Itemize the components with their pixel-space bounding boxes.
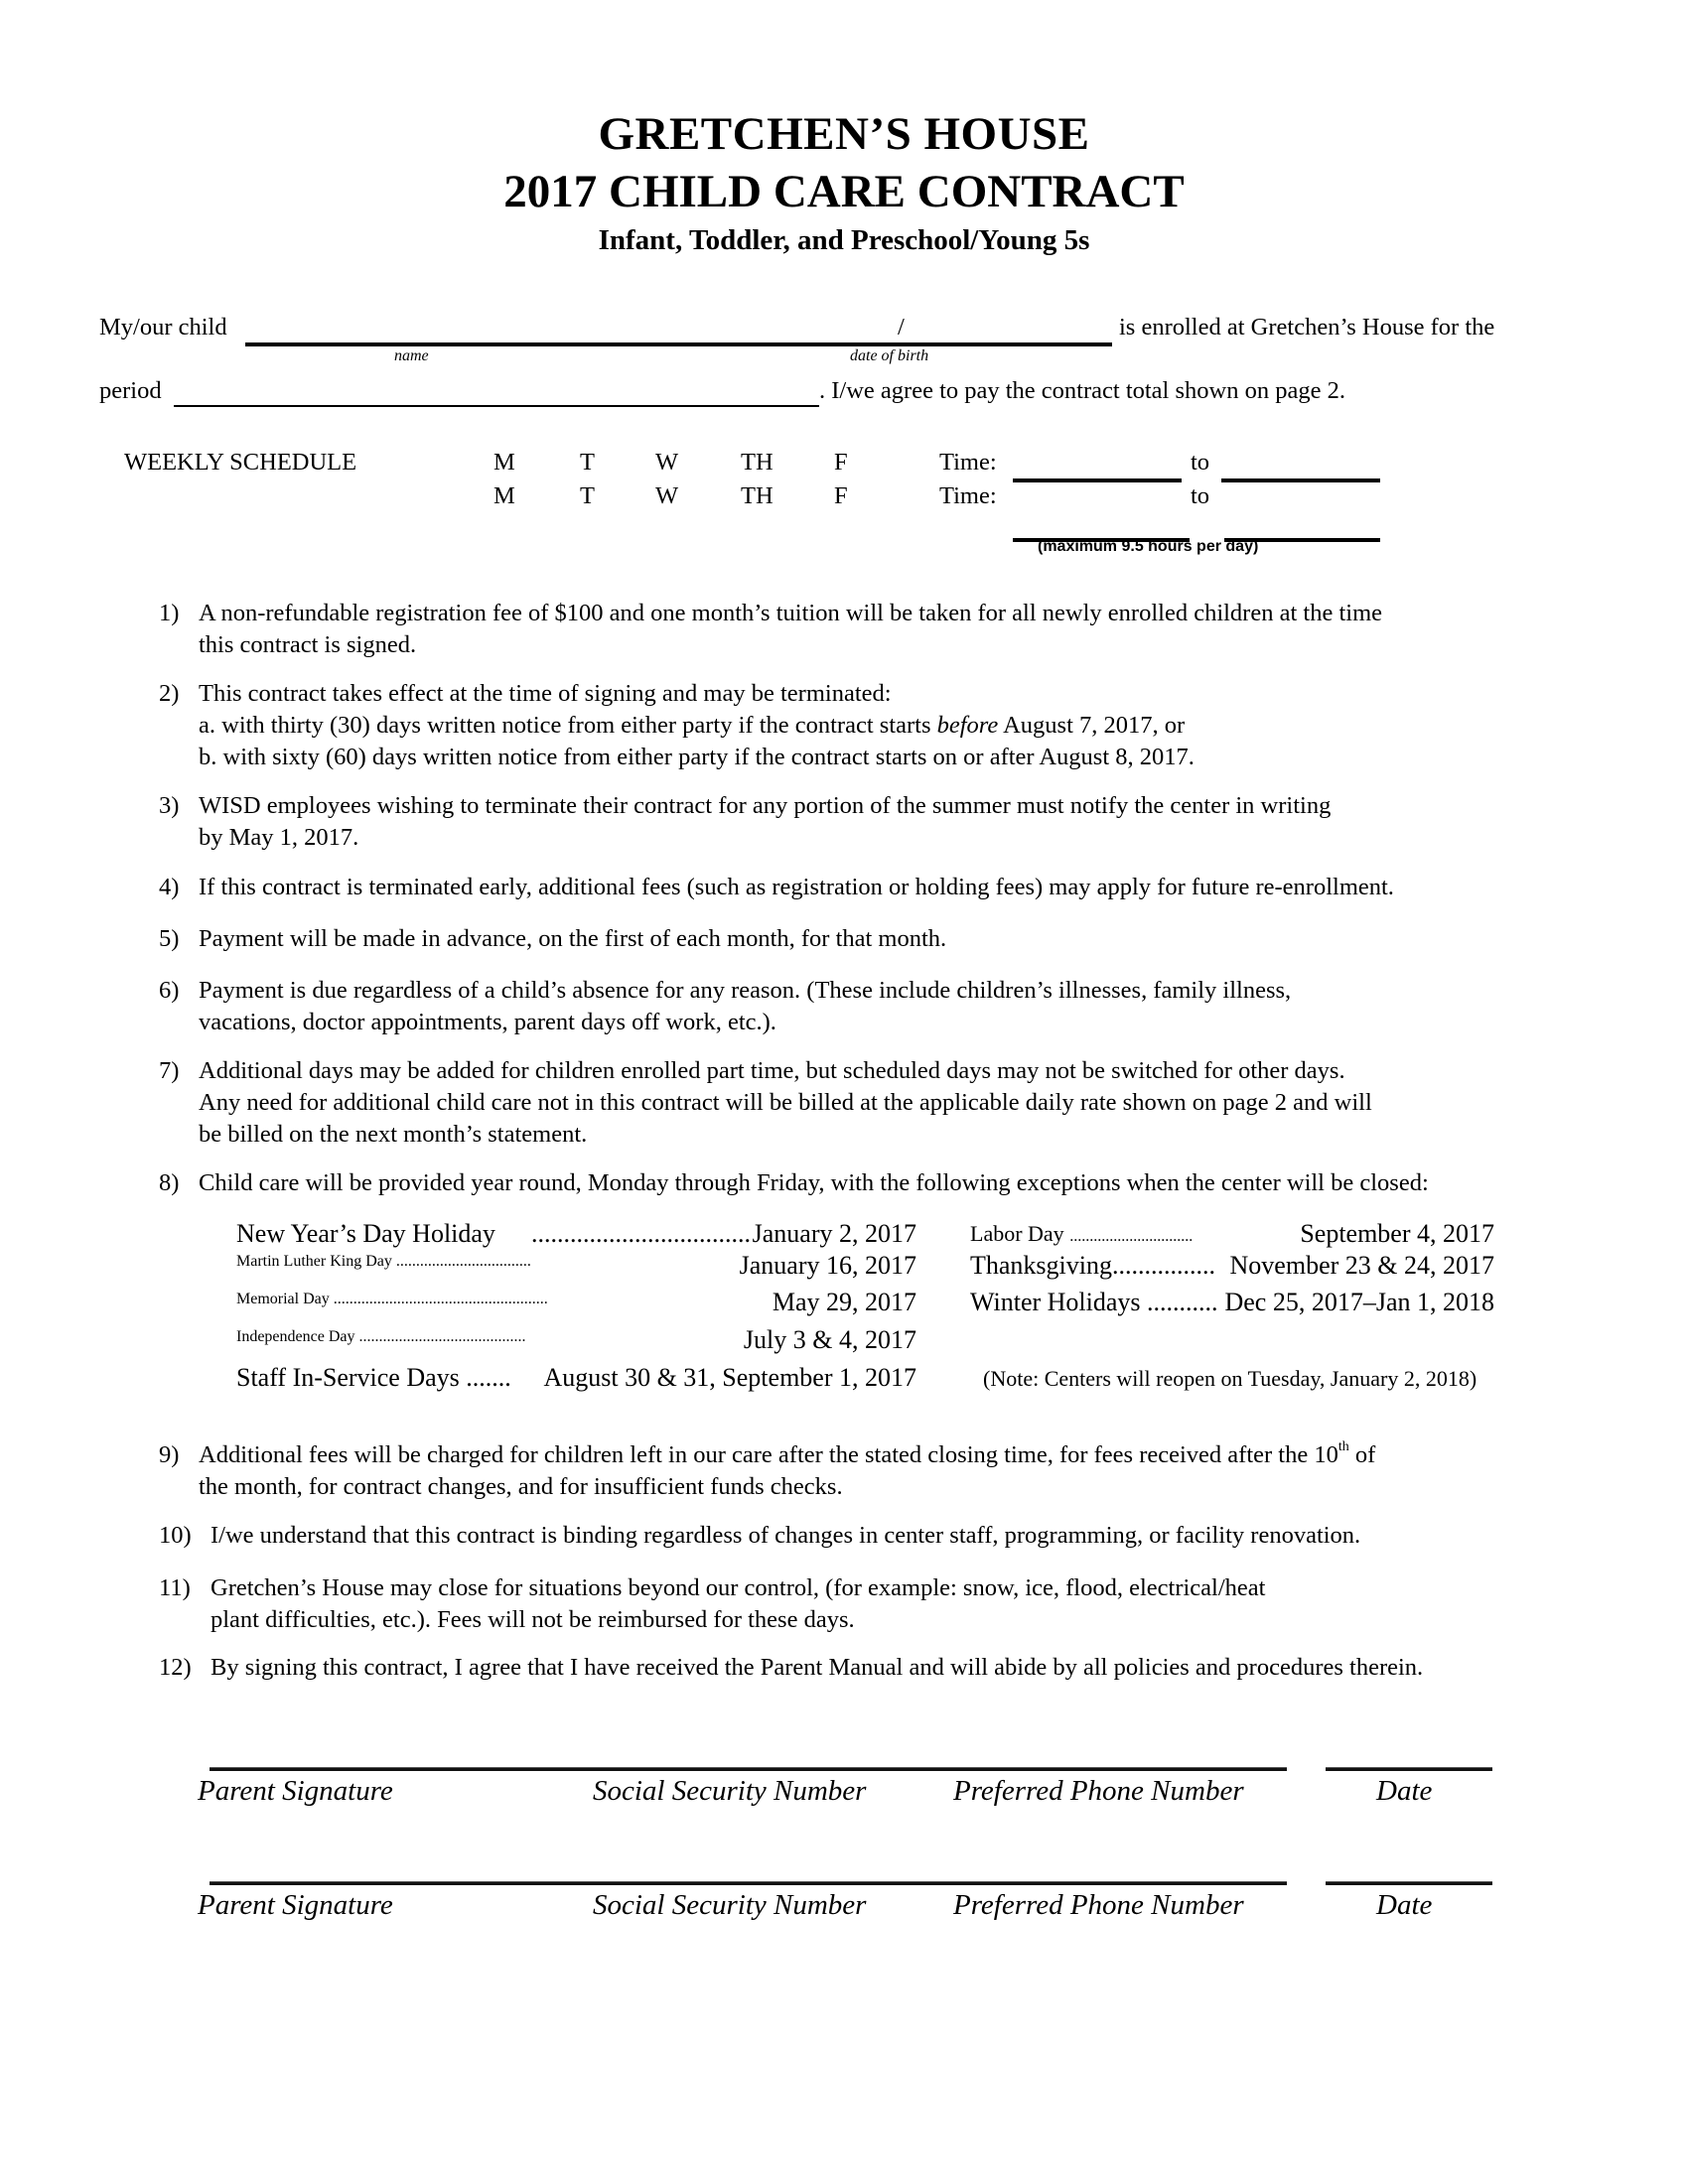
period-field[interactable] [174,405,819,407]
term-text: By signing this contract, I agree that I have received the Parent Manual and will abide by all policies and procedures therein. [211,1654,1424,1681]
to-label-1: to [1191,449,1210,476]
holiday-date: May 29, 2017 [772,1288,916,1316]
date-line-2[interactable] [1326,1881,1492,1885]
term-text: Payment is due regardless of a child’s absence for any reason. (These include children’s illnesses, family illness, [199,977,1292,1004]
day-tuesday-2[interactable]: T [580,482,595,509]
enrolled-text: is enrolled at Gretchen’s House for the [1119,314,1495,341]
holiday-name: Winter Holidays ........... [970,1288,1218,1316]
holiday-date: September 4, 2017 [1300,1219,1494,1248]
term-number: 7) [159,1057,180,1084]
term-number: 10) [159,1522,192,1549]
child-label: My/our child [99,314,227,341]
term-text: WISD employees wishing to terminate their contract for any portion of the summer must notify the center in writing [199,792,1332,819]
term-text: plant difficulties, etc.). Fees will not be reimbursed for these days. [211,1606,855,1633]
term-number: 1) [159,600,180,626]
time-start-field-1[interactable] [1013,478,1182,482]
term-text: If this contract is terminated early, additional fees (such as registration or holding fees) may apply for future re-enrollment. [199,874,1394,900]
phone-label: Preferred Phone Number [953,1775,1244,1807]
name-caption: name [394,347,429,364]
term-text: by May 1, 2017. [199,824,359,851]
term-subitem-b: b. with sixty (60) days written notice from either party if the contract starts on or after August 8, 2017. [199,744,1195,770]
holiday-date: November 23 & 24, 2017 [1229,1251,1494,1280]
term-text: This contract takes effect at the time of signing and may be terminated: [199,680,892,707]
day-friday-1[interactable]: F [834,449,848,476]
date-line-1[interactable] [1326,1767,1492,1771]
term-number: 5) [159,925,180,952]
signature-line-1[interactable] [210,1767,1287,1771]
date-label: Date [1376,1775,1433,1807]
term-text: A non-refundable registration fee of $100 and one month’s tuition will be taken for all newly enrolled children at the time [199,600,1382,626]
date-label: Date [1376,1889,1433,1921]
term-text: this contract is signed. [199,631,417,658]
document-title: GRETCHEN’S HOUSE [598,108,1090,160]
holiday-name: Thanksgiving................ [970,1251,1215,1280]
day-tuesday-1[interactable]: T [580,449,595,476]
holiday-name: Labor Day ............................... [970,1221,1194,1246]
term-text: Child care will be provided year round, Monday through Friday, with the following exceptions when the center will be closed: [199,1169,1429,1196]
day-monday-2[interactable]: M [493,482,515,509]
day-thursday-2[interactable]: TH [741,482,774,509]
time-label-2: Time: [939,482,997,509]
signature-line-2[interactable] [210,1881,1287,1885]
term-number: 3) [159,792,180,819]
day-friday-2[interactable]: F [834,482,848,509]
term-number: 9) [159,1441,180,1468]
dob-separator: / [898,314,905,341]
ssn-label: Social Security Number [593,1889,867,1921]
day-thursday-1[interactable]: TH [741,449,774,476]
child-name-dob-field[interactable] [245,342,1112,346]
contract-subtitle: Infant, Toddler, and Preschool/Young 5s [598,224,1090,256]
holiday-date: August 30 & 31, September 1, 2017 [543,1363,916,1392]
holiday-date: January 2, 2017 [752,1219,916,1248]
contract-title: 2017 CHILD CARE CONTRACT [503,166,1185,217]
term-text: I/we understand that this contract is binding regardless of changes in center staff, programming, or facility renovation. [211,1522,1361,1549]
to-label-2: to [1191,482,1210,509]
term-number: 12) [159,1654,192,1681]
reopen-note: (Note: Centers will reopen on Tuesday, January 2, 2018) [983,1366,1477,1391]
term-subitem-a [199,710,1195,742]
holiday-date: Dec 25, 2017–Jan 1, 2018 [1224,1288,1494,1316]
term-emphasis: before [936,712,999,739]
holiday-name: New Year’s Day Holiday [236,1219,495,1248]
holiday-dots: .................................. [531,1219,751,1248]
phone-label: Preferred Phone Number [953,1889,1244,1921]
parent-signature-label: Parent Signature [198,1889,393,1921]
holiday-name: Independence Day .......................................... [236,1328,526,1345]
weekly-schedule-label: WEEKLY SCHEDULE [124,449,357,476]
term-text: vacations, doctor appointments, parent days off work, etc.). [199,1009,776,1035]
term-number: 8) [159,1169,180,1196]
term-number: 2) [159,680,180,707]
holiday-name: Martin Luther King Day .................................. [236,1253,531,1270]
term-number: 4) [159,874,180,900]
term-text: a. with thirty (30) days written notice from either party if the contract starts [199,712,937,739]
day-wednesday-2[interactable]: W [655,482,679,509]
term-text: be billed on the next month’s statement. [199,1121,588,1148]
dob-caption: date of birth [850,347,929,364]
term-text: the month, for contract changes, and for insufficient funds checks. [199,1473,843,1500]
holiday-date: January 16, 2017 [739,1251,916,1280]
period-label: period [99,377,162,404]
term-text: August 7, 2017, or [998,712,1186,739]
term-number: 11) [159,1574,191,1601]
day-wednesday-1[interactable]: W [655,449,679,476]
time-end-field-1[interactable] [1221,478,1380,482]
parent-signature-label: Parent Signature [198,1775,393,1807]
term-number: 6) [159,977,180,1004]
period-agreement-text: . I/we agree to pay the contract total shown on page 2. [819,377,1345,404]
max-hours-note: (maximum 9.5 hours per day) [1038,538,1259,555]
holiday-name: Staff In-Service Days ....... [236,1363,511,1392]
term-text: Payment will be made in advance, on the first of each month, for that month. [199,925,947,952]
holiday-name: Memorial Day ...................................................... [236,1291,548,1307]
term-text: Any need for additional child care not in this contract will be billed at the applicable daily rate shown on page 2 and will [199,1089,1372,1116]
ssn-label: Social Security Number [593,1775,867,1807]
time-label-1: Time: [939,449,997,476]
holiday-date: July 3 & 4, 2017 [743,1325,916,1354]
term-text: Additional fees will be charged for children left in our care after the stated closing time, for fees received after the 10th of [199,1439,1376,1468]
day-monday-1[interactable]: M [493,449,515,476]
term-text: Additional days may be added for children enrolled part time, but scheduled days may not be switched for other days. [199,1057,1345,1084]
term-text: Gretchen’s House may close for situations beyond our control, (for example: snow, ice, flood, electrical/heat [211,1574,1266,1601]
